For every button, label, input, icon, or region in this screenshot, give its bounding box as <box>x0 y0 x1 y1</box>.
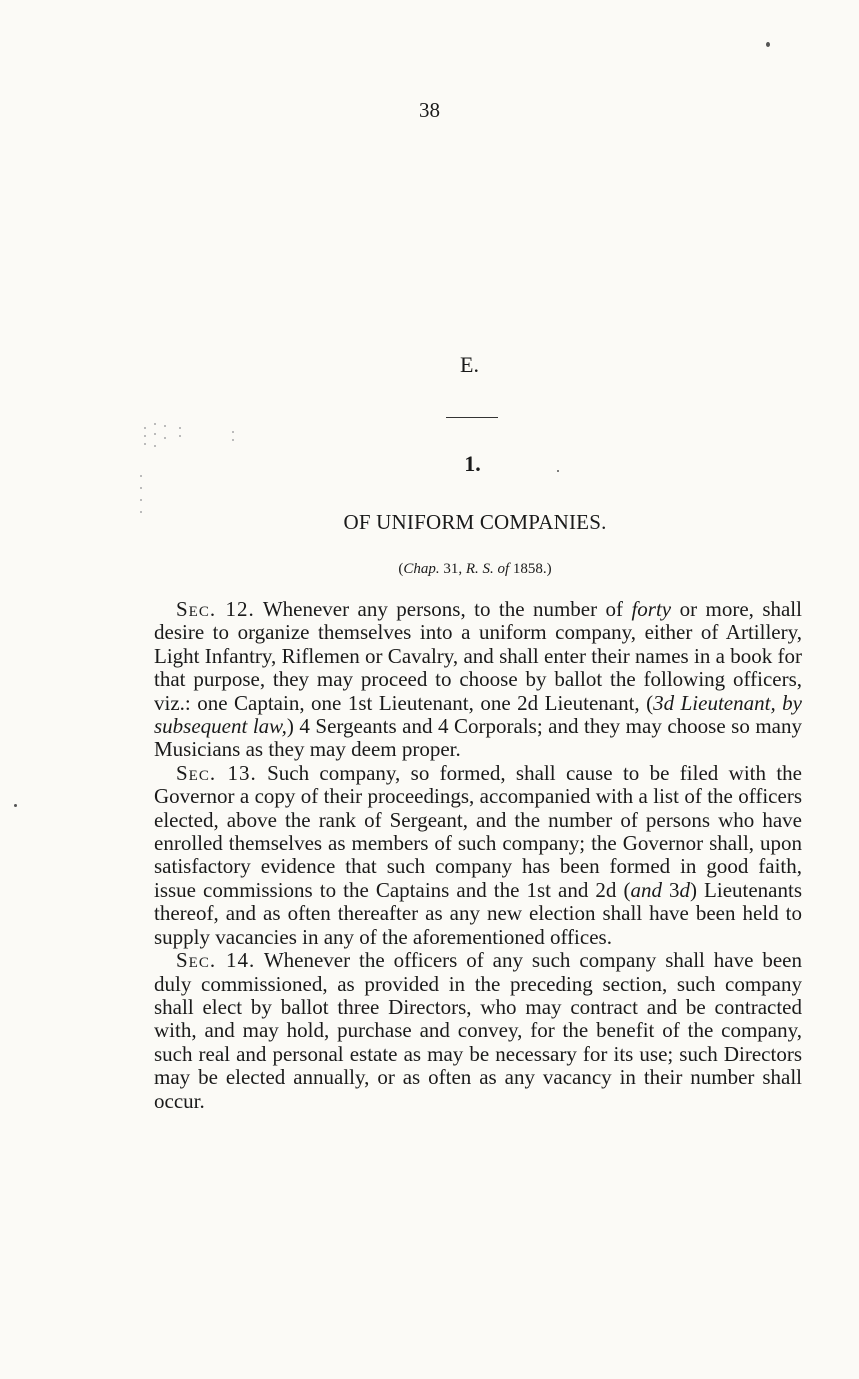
citation-close: .) <box>542 561 552 577</box>
section-12-label: Sec. 12. <box>176 597 255 621</box>
citation-chap: Chap. <box>403 561 440 577</box>
citation <box>0 561 859 578</box>
section-number: 1. <box>464 451 481 476</box>
section-13-italic-b: d <box>679 877 690 902</box>
citation-chap-num: 31, <box>439 561 466 577</box>
section-13-text-b: 3 <box>661 877 680 902</box>
citation-open: ( <box>398 561 404 577</box>
paper-speck <box>557 470 559 472</box>
section-14-paragraph <box>154 949 802 1113</box>
section-14-label: Sec. 14. <box>176 948 256 973</box>
divider-rule <box>446 417 498 418</box>
section-12-italic-b: 3d Lieutenant, by subsequent law, <box>154 690 802 739</box>
section-13-text-c: ) Lieutenants thereof, and as often thereafter as any new election shall have been held to supply vacancies in any of the aforementioned offices. <box>154 877 803 949</box>
citation-of: of <box>493 561 513 577</box>
chapter-heading: OF UNIFORM COMPANIES. <box>343 510 607 534</box>
section-14-text-a: Whenever the officers of any such company shall have been duly commissioned, as provided in the preceding section, such company shall elect by ballot three Directors, who may contract and be contracted with, and may hold, purchase and convey, for the benefit of the company, such real and personal estate as may be necessary for its use; such Directors may be elected annually, or as often as any vacancy in their number shall occur. <box>154 948 803 1113</box>
section-13-italic-a: and <box>630 877 662 902</box>
section-12-text-b: or more, shall desire to organize themselves into a uniform company, either of Artillery, Light Infantry, Riflemen or Cavalry, and shall enter their names in a book for that purpose, they may proceed to choose by ballot the following officers, viz.: one Captain, one 1st Lieutenant, one 2d Lieutenant, ( <box>154 597 802 715</box>
bleed-through-marks <box>134 415 244 525</box>
section-12-text-c: ) 4 Sergeants and 4 Corporals; and they may choose so many Musicians as they may deem proper. <box>154 714 802 762</box>
body-text <box>154 598 802 1113</box>
section-13-text-a: Such company, so formed, shall cause to be filed with the Governor a copy of their proceedings, accompanied with a list of the officers elected, above the rank of Sergeant, and the number of persons who have enrolled themselves as members of such company; the Governor shall, upon satisfactory evidence that such company has been formed in good faith, issue commissions to the Captains and the 1st and 2d ( <box>154 760 802 902</box>
section-12-paragraph <box>154 598 802 762</box>
section-12-italic-a: forty <box>631 597 672 621</box>
paper-speck <box>14 804 17 807</box>
part-letter: E. <box>460 352 479 377</box>
section-12-text-a: Whenever any persons, to the number of <box>254 597 632 621</box>
paper-speck <box>766 42 770 47</box>
section-13-label: Sec. 13. <box>176 760 257 785</box>
section-13-paragraph <box>154 762 802 949</box>
citation-rs: R. S. <box>465 561 494 577</box>
page-number: 38 <box>419 98 440 122</box>
citation-year: 1858 <box>512 561 543 577</box>
